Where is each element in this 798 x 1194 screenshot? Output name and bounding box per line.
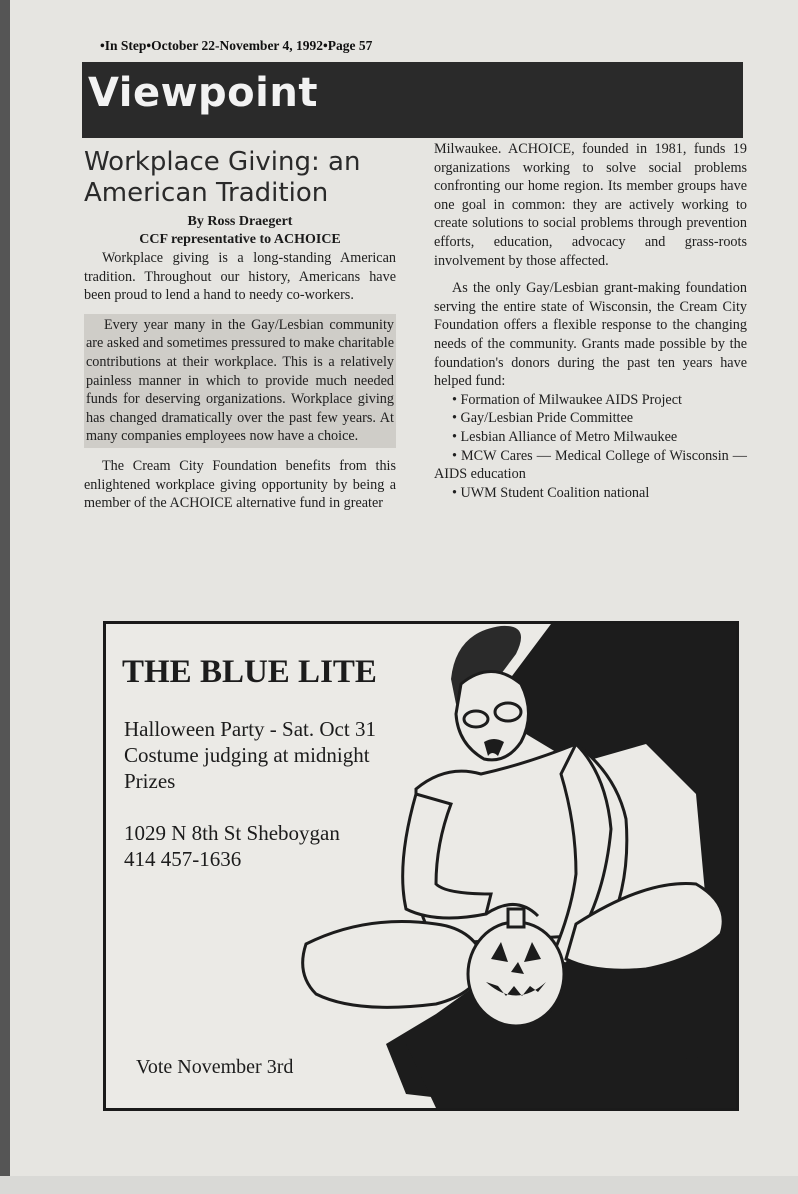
article-author: By Ross Draegert [187, 214, 293, 229]
article-paragraph: Workplace giving is a long-standing American tradition. Throughout our history, Americans have been proud to lend a hand to needy co-workers. [84, 250, 396, 304]
ad-footer: Vote November 3rd [136, 1056, 294, 1078]
article-headline: Workplace Giving: an American Tradition [84, 147, 361, 208]
grant-list-item: • Gay/Lesbian Pride Committee [452, 410, 634, 427]
article-author-role: CCF representative to ACHOICE [139, 232, 341, 247]
ad-prizes: Prizes [124, 769, 176, 793]
article-paragraph: The Cream City Foundation benefits from this enlightened workplace giving opportunity by being a member of the ACHOICE alternative fund in greater [84, 457, 396, 512]
left-leg-shape [303, 922, 486, 1008]
page-edge-shadow [0, 0, 10, 1194]
jack-o-lantern-icon [468, 922, 564, 1026]
grant-list-item: • MCW Cares — Medical College of Wisconsin — AIDS education [434, 447, 747, 483]
grant-list-item: • UWM Student Coalition national [452, 484, 650, 501]
scan-bottom-strip [0, 1176, 798, 1194]
section-title: Viewpoint [88, 70, 318, 116]
pumpkin-stem-shape [508, 909, 524, 927]
page-header: •In Step•October 22-November 4, 1992•Page 57 [100, 38, 373, 53]
ad-address: 1029 N 8th St Sheboygan [124, 821, 340, 845]
grant-list-item: • Lesbian Alliance of Metro Milwaukee [452, 428, 678, 445]
article-right-column [434, 140, 747, 502]
ad-phone: 414 457-1636 [124, 847, 242, 871]
ad-details [124, 716, 376, 872]
ad-title: THE BLUE LITE [122, 654, 377, 690]
article-paragraph-highlighted: Every year many in the Gay/Lesbian community are asked and sometimes pressured to make charitable contributions at their workplace. This is a relatively painless manner in which to provide much needed funds for deserving organizations. Workplace giving has changed dramatically over the past few years. At many companies employees now have a choice. [84, 314, 396, 448]
article-paragraph: Milwaukee. ACHOICE, founded in 1981, funds 19 organizations working to solve social problems confronting our home region. Its member groups have one goal in common: they are actively working to create solutions to social problems through prevention efforts, education, advocacy and grass-roots involvement by those affected. [434, 141, 747, 269]
blue-lite-advertisement [103, 621, 739, 1111]
ad-event: Halloween Party - Sat. Oct 31 [124, 717, 376, 741]
section-banner [82, 62, 743, 138]
article-left-column [84, 147, 396, 513]
article-paragraph: As the only Gay/Lesbian grant-making foundation serving the entire state of Wisconsin, the Cream City Foundation offers a flexible response to the changing needs of the community. Grants made possible by the foundation's donors during the past ten years have helped fund: [434, 280, 747, 390]
grant-list-item: • Formation of Milwaukee AIDS Project [452, 391, 682, 408]
ad-costume-judging: Costume judging at midnight [124, 743, 370, 767]
